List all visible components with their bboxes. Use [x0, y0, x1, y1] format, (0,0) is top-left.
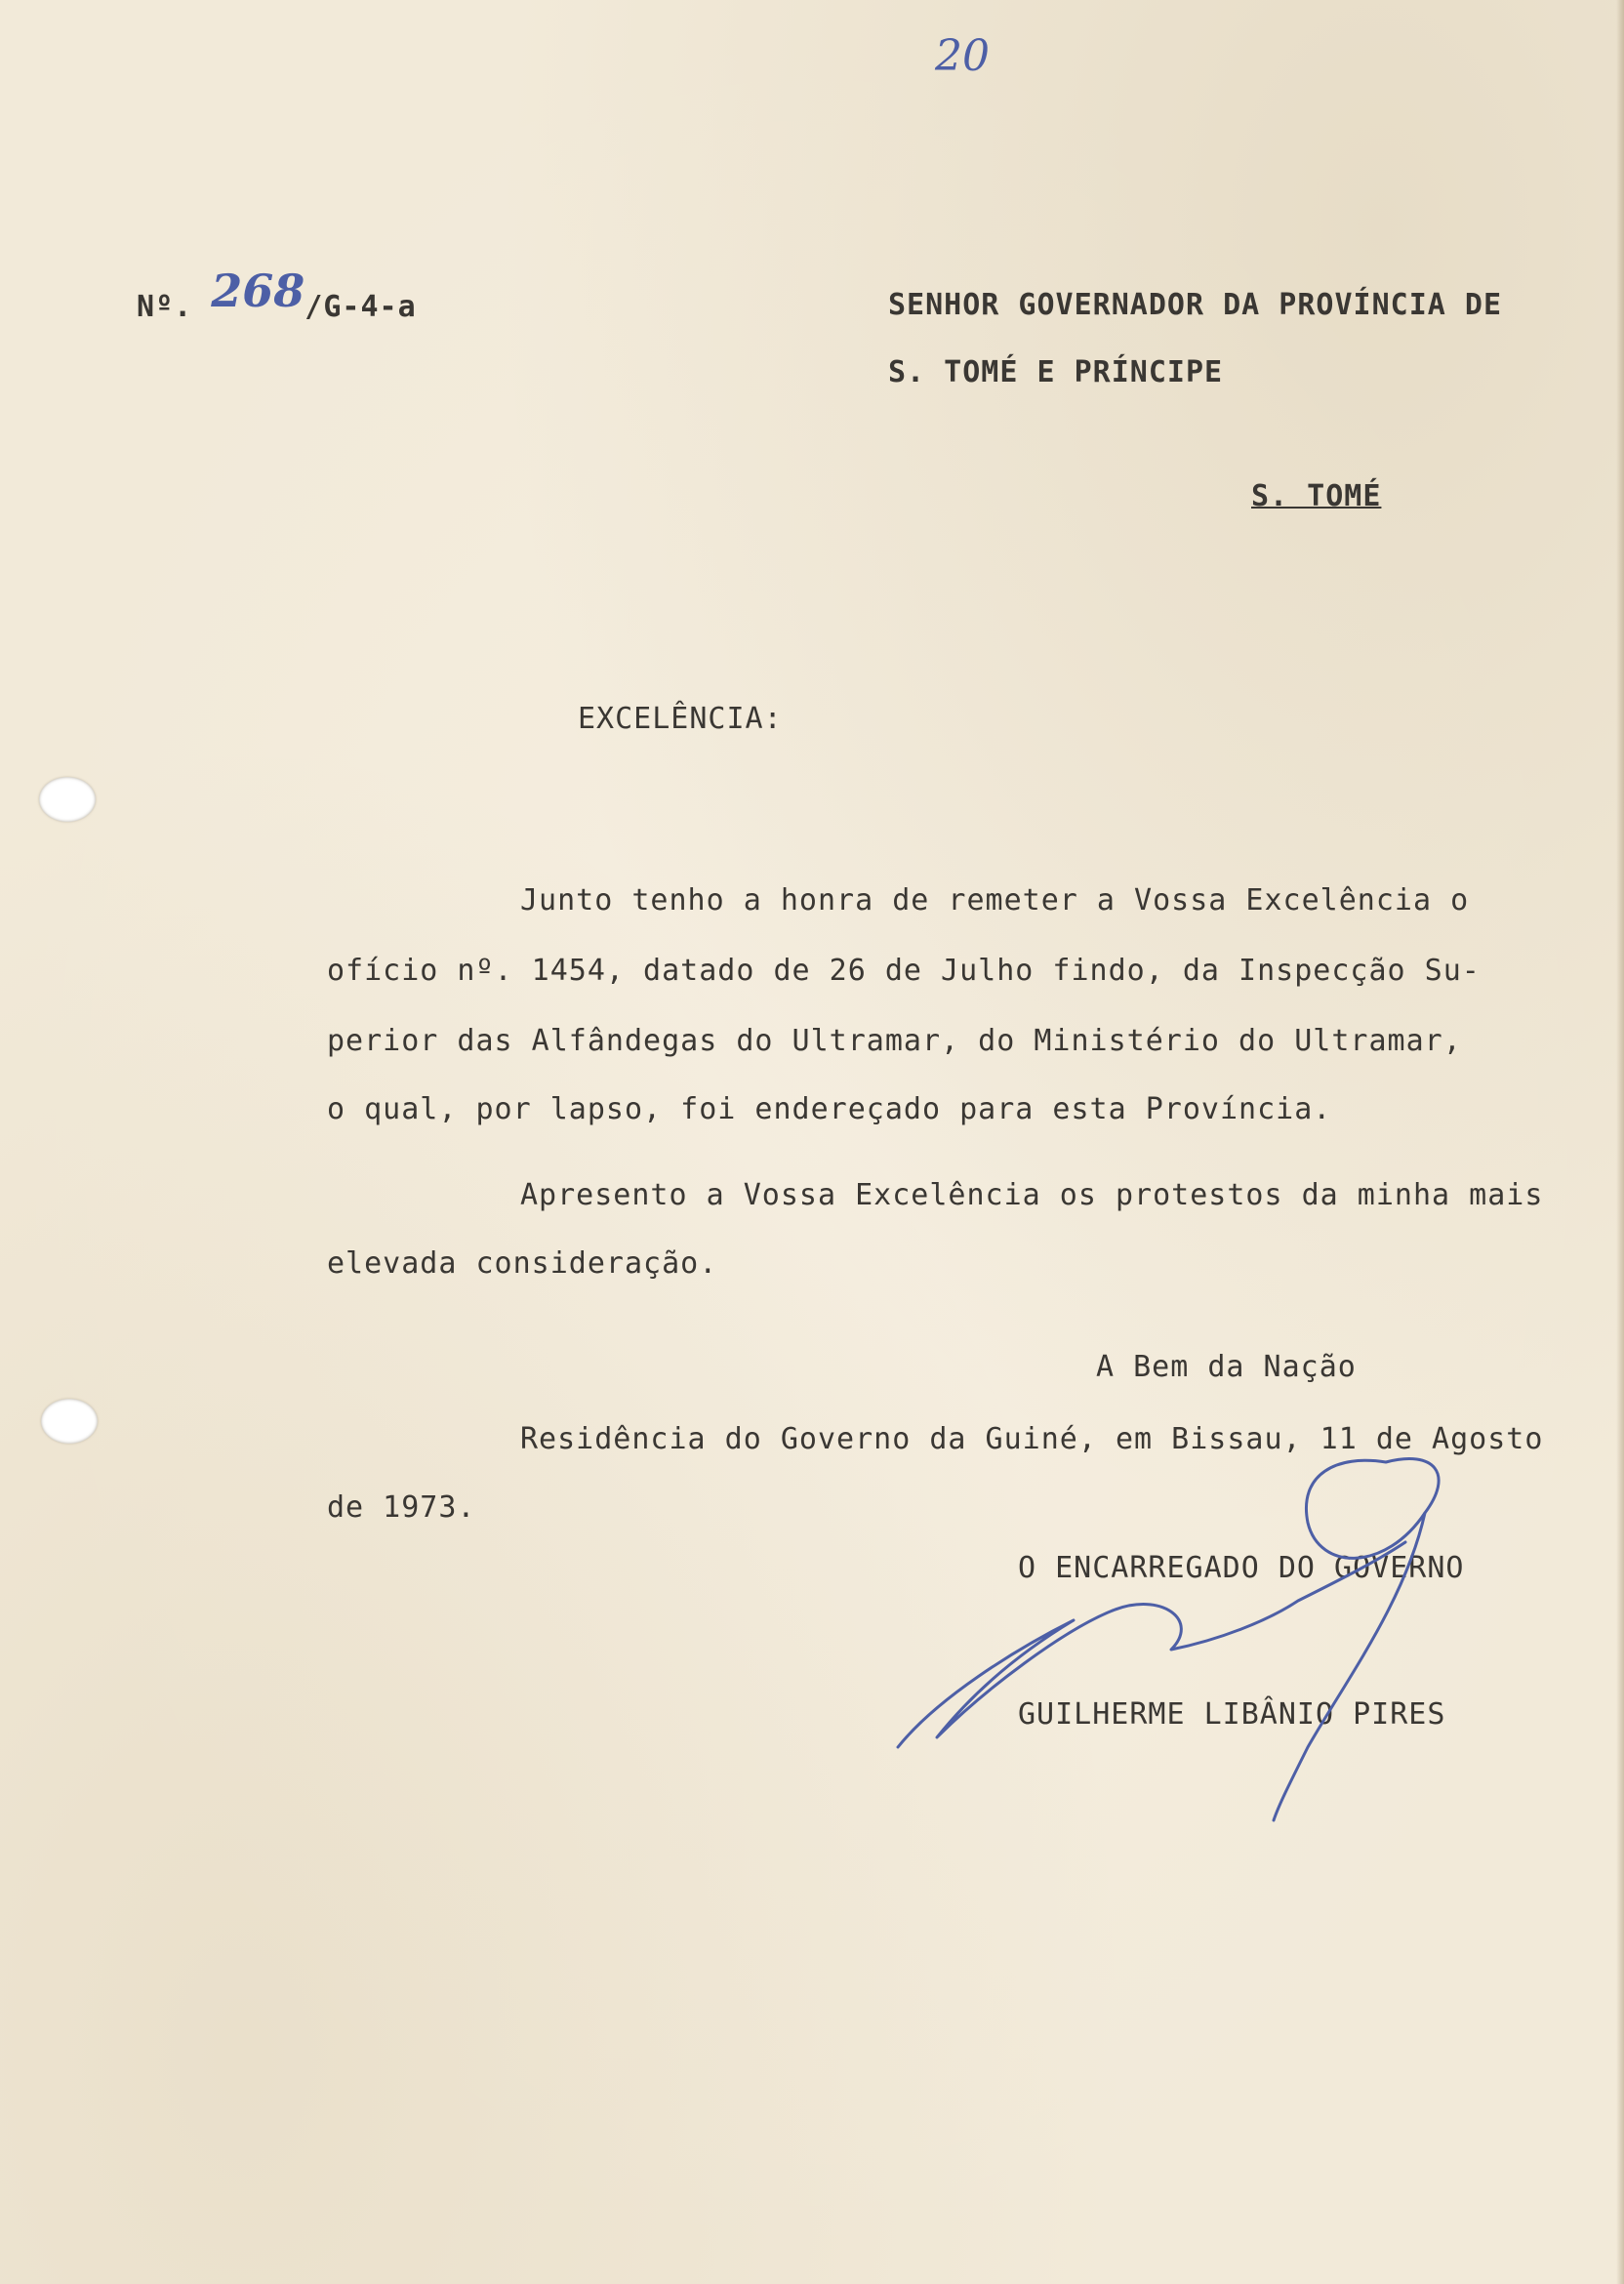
- body-line: perior das Alfândegas do Ultramar, do Ministério do Ultramar,: [327, 1024, 1462, 1058]
- reference-suffix: /G-4-a: [304, 290, 417, 324]
- reference-prefix: Nº.: [137, 290, 193, 324]
- signature-loop-stroke: [1306, 1459, 1439, 1559]
- handwritten-page-number: 20: [935, 31, 990, 81]
- place-date-line-1: Residência do Governo da Guiné, em Bissau, 11 de Agosto: [520, 1422, 1544, 1456]
- addressee-place: S. TOMÉ: [1251, 479, 1382, 513]
- signatory-title: O ENCARREGADO DO GOVERNO: [1018, 1551, 1465, 1585]
- body-line: Junto tenho a honra de remeter a Vossa Excelência o: [520, 883, 1470, 918]
- handwritten-signature: [878, 1454, 1503, 1835]
- addressee-line-1: SENHOR GOVERNADOR DA PROVÍNCIA DE: [888, 288, 1503, 322]
- place-date-line-2: de 1973.: [327, 1490, 476, 1525]
- signatory-name: GUILHERME LIBÂNIO PIRES: [1018, 1697, 1446, 1732]
- signature-flourish-stroke: [898, 1611, 1113, 1747]
- paper-edge-shadow: [1616, 0, 1624, 2284]
- addressee-line-2: S. TOMÉ E PRÍNCIPE: [888, 355, 1224, 389]
- salutation: EXCELÊNCIA:: [578, 702, 783, 736]
- body-line: Apresento a Vossa Excelência os protestos da minha mais: [520, 1178, 1544, 1212]
- closing-motto: A Bem da Nação: [1096, 1350, 1357, 1384]
- reference-number: [137, 265, 417, 324]
- body-line: o qual, por lapso, foi endereçado para esta Província.: [327, 1092, 1332, 1126]
- body-line: ofício nº. 1454, datado de 26 de Julho findo, da Inspecção Su-: [327, 954, 1481, 988]
- punch-hole-bottom: [41, 1399, 98, 1444]
- body-line: elevada consideração.: [327, 1246, 718, 1281]
- punch-hole-top: [39, 777, 96, 822]
- reference-handwritten-number: 268: [211, 265, 305, 317]
